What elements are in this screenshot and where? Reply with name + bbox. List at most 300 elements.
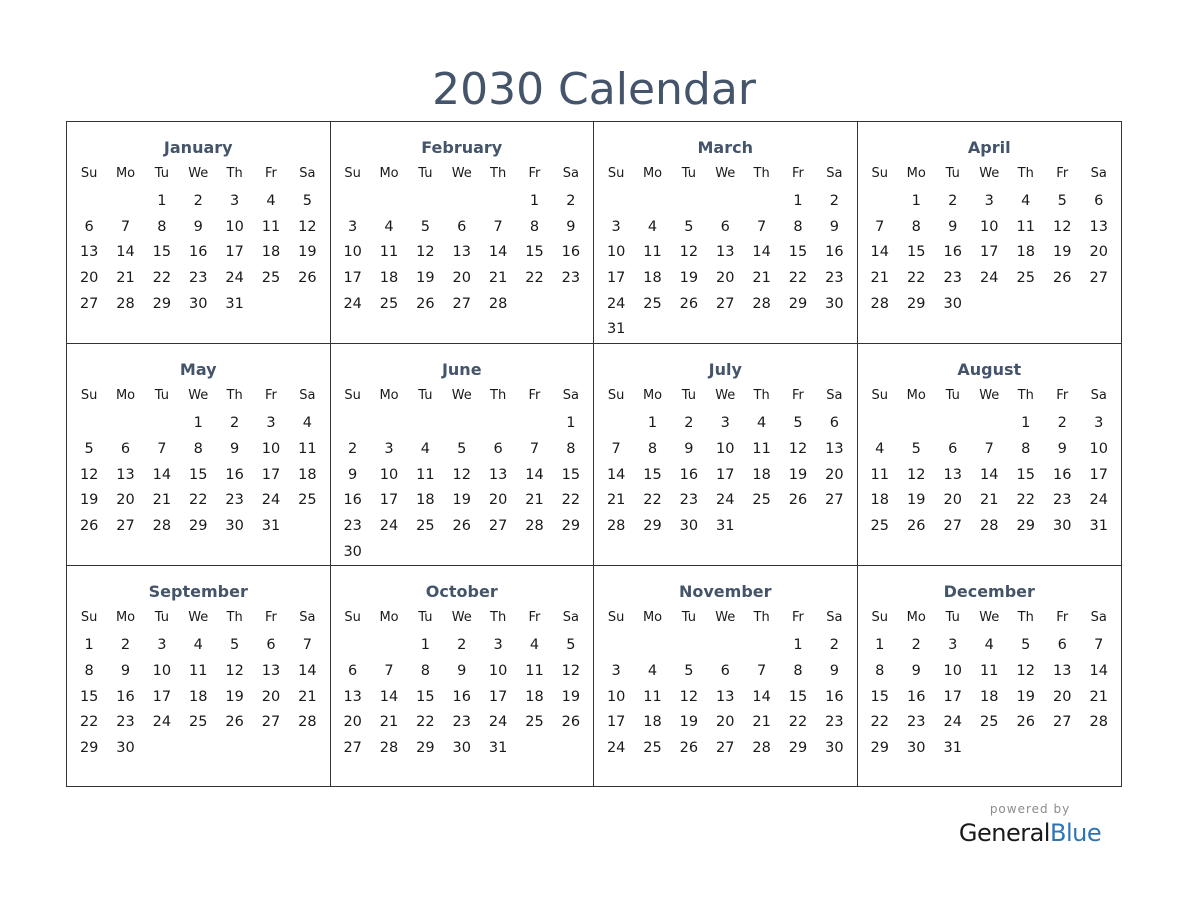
date-cell: 5: [911, 440, 921, 457]
weekday-label: Th: [753, 610, 770, 626]
empty-cell: [107, 189, 143, 215]
date-cell: 16: [679, 466, 699, 483]
date-cell: 5: [457, 440, 467, 457]
date-cell: 19: [452, 492, 471, 509]
date-cell: 22: [79, 714, 99, 731]
date-cell: 2: [566, 193, 576, 209]
empty-cell: [971, 411, 1008, 437]
weekday-label: We: [979, 166, 1000, 181]
date-cell: 19: [225, 688, 244, 705]
date-cell: 11: [379, 244, 399, 261]
date-cell: 13: [943, 466, 962, 483]
weekday-label: Fr: [792, 388, 804, 404]
date-cell: 9: [457, 662, 467, 679]
date-cell: 14: [525, 466, 544, 483]
date-cell: 3: [984, 193, 994, 209]
date-cell: 27: [261, 714, 281, 731]
date-cell: 15: [907, 244, 926, 261]
date-cell: 8: [875, 662, 885, 679]
date-cell: 11: [189, 662, 208, 679]
date-cell: 9: [948, 218, 958, 235]
month-november: [594, 566, 858, 786]
date-cell: 21: [980, 492, 999, 509]
empty-cell: [743, 189, 779, 215]
date-cell: 5: [684, 662, 694, 679]
date-cell: 9: [829, 662, 839, 679]
empty-cell: [707, 633, 743, 659]
empty-cell: [707, 189, 743, 215]
weekday-label: Th: [490, 610, 507, 626]
date-cell: 8: [157, 218, 167, 235]
weekday-header: [594, 383, 857, 409]
date-cell: 2: [911, 637, 921, 654]
weekday-label: Th: [1017, 166, 1034, 181]
date-cell: 30: [452, 740, 471, 756]
date-cell: 4: [193, 637, 203, 654]
empty-cell: [71, 411, 107, 437]
date-cell: 1: [911, 193, 921, 209]
date-cell: 8: [793, 218, 803, 235]
date-cell: 27: [943, 517, 962, 534]
date-cell: 5: [566, 637, 576, 654]
date-cell: 24: [379, 517, 399, 534]
weekday-label: Sa: [562, 388, 579, 404]
date-cell: 17: [225, 244, 244, 261]
date-cell: 5: [420, 218, 430, 235]
date-cell: 24: [152, 714, 172, 731]
date-cell: 14: [752, 244, 771, 261]
date-cell: 22: [189, 492, 208, 509]
date-cell: 21: [1089, 688, 1108, 705]
logo-blue: Blue: [1049, 819, 1102, 847]
weekday-header: [331, 605, 594, 631]
weekday-label: Su: [871, 166, 888, 181]
date-cell: 7: [756, 662, 767, 679]
month-name: January: [163, 138, 233, 157]
month-june: [331, 344, 595, 566]
weekday-label: Mo: [115, 610, 136, 626]
empty-cell: [335, 633, 371, 659]
empty-cell: [371, 411, 407, 437]
date-cell: 30: [943, 295, 962, 312]
weekday-label: Fr: [265, 166, 277, 181]
date-cell: 6: [829, 415, 839, 432]
date-cell: 25: [261, 270, 281, 287]
date-cell: 1: [193, 415, 203, 432]
date-cell: 26: [452, 517, 471, 534]
date-cell: 23: [679, 492, 699, 509]
date-cell: 30: [116, 740, 135, 756]
date-cell: 11: [643, 688, 662, 705]
date-cell: 28: [752, 740, 771, 756]
weekday-label: Th: [490, 166, 507, 181]
weekday-label: Fr: [528, 388, 541, 404]
date-cell: 18: [643, 714, 662, 731]
weekday-label: Su: [80, 166, 98, 181]
date-cell: 16: [452, 688, 471, 705]
weekday-label: Su: [80, 388, 98, 404]
date-cell: 18: [379, 270, 399, 287]
weekday-label: We: [715, 388, 736, 404]
month-april: [858, 122, 1122, 344]
date-cell: 7: [984, 440, 994, 457]
date-cell: 28: [152, 517, 172, 534]
date-cell: 8: [647, 440, 658, 457]
date-cell: 10: [225, 218, 244, 235]
date-cell: 21: [152, 492, 172, 509]
date-cell: 18: [1016, 244, 1035, 261]
weekday-label: Fr: [1056, 388, 1069, 404]
weekday-label: Fr: [528, 610, 541, 626]
date-cell: 23: [189, 270, 208, 287]
date-cell: 4: [302, 415, 312, 432]
date-cell: 7: [157, 440, 167, 457]
date-cell: 26: [907, 517, 926, 534]
date-cell: 4: [647, 662, 658, 679]
date-cell: 28: [870, 295, 889, 312]
date-cell: 23: [907, 714, 926, 731]
date-cell: 28: [1089, 714, 1108, 731]
date-cell: 25: [752, 492, 771, 509]
date-cell: 7: [875, 218, 885, 235]
date-cell: 17: [716, 466, 735, 483]
weekday-label: We: [188, 388, 209, 404]
date-grid: [858, 631, 1122, 761]
month-september: [67, 566, 331, 786]
date-cell: 28: [525, 517, 544, 534]
date-cell: 4: [266, 193, 276, 209]
weekday-header: [858, 383, 1122, 409]
weekday-label: Sa: [299, 610, 316, 626]
date-cell: 12: [788, 440, 808, 457]
empty-cell: [335, 411, 371, 437]
date-cell: 8: [529, 218, 540, 235]
date-cell: 12: [561, 662, 581, 679]
date-cell: 10: [980, 218, 999, 235]
date-cell: 22: [561, 492, 581, 509]
date-cell: 21: [298, 688, 317, 705]
page-title: 2030 Calendar: [432, 64, 756, 115]
date-cell: 13: [116, 466, 135, 483]
date-cell: 9: [229, 440, 240, 457]
month-name: July: [708, 360, 742, 380]
date-cell: 13: [1053, 662, 1072, 679]
date-cell: 19: [679, 270, 699, 287]
date-cell: 17: [488, 688, 508, 705]
date-cell: 4: [875, 440, 885, 457]
date-cell: 11: [752, 440, 771, 457]
date-cell: 21: [379, 714, 399, 731]
weekday-label: Su: [607, 166, 625, 181]
weekday-label: Tu: [681, 388, 696, 404]
date-cell: 17: [606, 714, 626, 731]
date-cell: 8: [1021, 440, 1031, 457]
weekday-label: We: [979, 610, 1000, 626]
date-cell: 27: [716, 740, 735, 756]
date-cell: 13: [79, 244, 99, 261]
date-cell: 20: [1089, 244, 1108, 261]
weekday-label: Sa: [826, 166, 843, 181]
empty-cell: [671, 633, 707, 659]
date-cell: 10: [261, 440, 281, 457]
date-cell: 23: [452, 714, 471, 731]
date-cell: 25: [643, 295, 662, 312]
date-cell: 30: [825, 295, 844, 312]
date-cell: 29: [1016, 517, 1035, 534]
date-cell: 31: [943, 740, 962, 756]
date-cell: 29: [189, 517, 208, 534]
weekday-header: [331, 383, 594, 409]
date-cell: 6: [720, 218, 730, 235]
date-cell: 9: [120, 662, 131, 679]
date-cell: 2: [948, 193, 958, 209]
date-cell: 24: [943, 714, 962, 731]
date-cell: 6: [84, 218, 94, 235]
date-cell: 30: [679, 517, 699, 534]
weekday-label: Th: [1017, 388, 1034, 404]
date-cell: 29: [788, 295, 808, 312]
date-grid: [67, 631, 330, 761]
date-cell: 22: [907, 270, 926, 287]
weekday-label: Mo: [379, 388, 399, 404]
date-cell: 3: [1094, 415, 1104, 432]
date-cell: 25: [870, 517, 889, 534]
date-cell: 17: [152, 688, 172, 705]
weekday-label: Fr: [1056, 166, 1069, 181]
empty-cell: [407, 411, 443, 437]
weekday-label: Fr: [265, 388, 277, 404]
date-cell: 2: [457, 637, 467, 654]
date-cell: 15: [416, 688, 435, 705]
date-cell: 1: [793, 637, 803, 654]
date-cell: 7: [384, 662, 394, 679]
empty-cell: [598, 633, 634, 659]
weekday-label: Mo: [906, 166, 926, 181]
date-cell: 8: [793, 662, 803, 679]
weekday-label: We: [451, 166, 472, 181]
date-cell: 7: [529, 440, 540, 457]
generalblue-logo[interactable]: [940, 818, 1120, 848]
date-cell: 26: [679, 740, 699, 756]
month-name: October: [425, 582, 498, 602]
month-name: November: [678, 582, 772, 602]
date-grid: [594, 409, 857, 539]
weekday-label: Fr: [1056, 610, 1069, 626]
date-cell: 12: [1053, 218, 1072, 235]
date-cell: 12: [907, 466, 926, 483]
date-cell: 4: [756, 415, 767, 432]
date-cell: 11: [525, 662, 544, 679]
weekday-label: Su: [871, 610, 888, 626]
date-cell: 9: [911, 662, 921, 679]
date-cell: 30: [825, 740, 844, 756]
empty-cell: [634, 633, 670, 659]
date-cell: 17: [606, 270, 626, 287]
date-cell: 20: [79, 270, 99, 287]
date-cell: 6: [493, 440, 503, 457]
empty-cell: [671, 189, 707, 215]
date-cell: 4: [529, 637, 540, 654]
date-cell: 2: [1057, 415, 1067, 432]
weekday-label: Sa: [1090, 610, 1107, 626]
empty-cell: [107, 411, 143, 437]
date-cell: 7: [1094, 637, 1104, 654]
date-cell: 6: [457, 218, 467, 235]
date-cell: 12: [679, 244, 699, 261]
date-cell: 27: [716, 295, 735, 312]
date-cell: 30: [907, 740, 926, 756]
empty-cell: [444, 189, 480, 215]
date-cell: 19: [561, 688, 581, 705]
weekday-label: Mo: [379, 166, 399, 181]
weekday-label: We: [451, 388, 472, 404]
date-cell: 20: [261, 688, 281, 705]
empty-cell: [371, 633, 407, 659]
date-grid: [858, 187, 1122, 317]
weekday-label: Su: [871, 388, 888, 404]
date-grid: [331, 409, 594, 565]
date-cell: 9: [684, 440, 694, 457]
date-cell: 22: [870, 714, 889, 731]
date-cell: 19: [1016, 688, 1035, 705]
weekday-header: [67, 605, 330, 631]
month-name: March: [697, 138, 753, 157]
weekday-label: Su: [607, 388, 625, 404]
date-cell: 26: [679, 295, 699, 312]
weekday-label: Th: [226, 610, 243, 626]
date-cell: 8: [420, 662, 430, 679]
date-cell: 15: [788, 688, 808, 705]
date-cell: 2: [829, 193, 839, 209]
weekday-header: [67, 161, 330, 187]
date-cell: 3: [229, 193, 240, 209]
date-cell: 28: [606, 517, 626, 534]
date-cell: 19: [1053, 244, 1072, 261]
date-cell: 30: [189, 295, 208, 312]
date-cell: 24: [606, 740, 626, 756]
date-cell: 24: [343, 295, 362, 312]
weekday-label: We: [979, 388, 1000, 404]
date-cell: 29: [870, 740, 889, 756]
date-cell: 8: [911, 218, 921, 235]
date-cell: 3: [611, 218, 621, 235]
date-cell: 14: [488, 244, 508, 261]
date-cell: 26: [225, 714, 244, 731]
date-cell: 13: [488, 466, 508, 483]
month-march: [594, 122, 858, 344]
weekday-label: Su: [344, 166, 361, 181]
date-cell: 18: [870, 492, 889, 509]
date-cell: 2: [229, 415, 240, 432]
date-grid: [331, 631, 594, 761]
date-cell: 21: [752, 270, 771, 287]
date-cell: 29: [152, 295, 172, 312]
date-cell: 5: [84, 440, 94, 457]
date-cell: 6: [266, 637, 276, 654]
date-cell: 16: [561, 244, 581, 261]
weekday-label: Mo: [642, 166, 663, 181]
date-cell: 20: [116, 492, 135, 509]
weekday-label: Tu: [418, 388, 433, 404]
weekday-label: Th: [226, 388, 243, 404]
date-cell: 2: [120, 637, 131, 654]
date-cell: 31: [1089, 517, 1108, 534]
date-cell: 25: [643, 740, 662, 756]
weekday-label: We: [451, 610, 472, 626]
date-grid: [594, 631, 857, 761]
date-cell: 15: [561, 466, 581, 483]
date-cell: 12: [225, 662, 244, 679]
date-cell: 26: [298, 270, 317, 287]
date-cell: 25: [980, 714, 999, 731]
date-cell: 9: [829, 218, 839, 235]
date-cell: 31: [606, 321, 626, 338]
date-cell: 25: [298, 492, 317, 509]
date-cell: 1: [1021, 415, 1031, 432]
date-cell: 27: [488, 517, 508, 534]
date-cell: 15: [189, 466, 208, 483]
weekday-label: Sa: [562, 166, 579, 181]
date-cell: 16: [116, 688, 135, 705]
date-cell: 20: [716, 714, 735, 731]
date-cell: 5: [1021, 637, 1031, 654]
weekday-label: Tu: [945, 166, 960, 181]
date-cell: 18: [416, 492, 435, 509]
date-cell: 10: [606, 244, 626, 261]
weekday-label: Sa: [1090, 166, 1107, 181]
date-cell: 18: [980, 688, 999, 705]
date-cell: 17: [943, 688, 962, 705]
weekday-label: Fr: [792, 166, 804, 181]
date-cell: 8: [193, 440, 203, 457]
date-grid: [67, 409, 330, 539]
weekday-label: Sa: [299, 166, 316, 181]
date-cell: 18: [189, 688, 208, 705]
date-cell: 24: [261, 492, 281, 509]
date-cell: 10: [379, 466, 399, 483]
weekday-label: Sa: [826, 610, 843, 626]
date-cell: 21: [870, 270, 889, 287]
weekday-label: Su: [80, 610, 98, 626]
month-february: [331, 122, 595, 344]
date-cell: 23: [225, 492, 244, 509]
date-cell: 15: [643, 466, 662, 483]
date-cell: 5: [793, 415, 803, 432]
date-cell: 10: [606, 688, 626, 705]
date-cell: 2: [684, 415, 694, 432]
date-cell: 22: [416, 714, 435, 731]
date-cell: 11: [643, 244, 662, 261]
month-august: [858, 344, 1122, 566]
date-cell: 24: [1089, 492, 1108, 509]
date-cell: 16: [907, 688, 926, 705]
month-name: September: [148, 582, 248, 602]
date-cell: 20: [452, 270, 471, 287]
weekday-label: Mo: [642, 388, 663, 404]
date-cell: 11: [1016, 218, 1035, 235]
date-cell: 11: [416, 466, 435, 483]
date-cell: 20: [716, 270, 735, 287]
date-cell: 27: [79, 295, 99, 312]
date-cell: 16: [343, 492, 362, 509]
weekday-label: Fr: [528, 166, 541, 181]
weekday-label: Sa: [1090, 388, 1107, 404]
date-cell: 8: [84, 662, 94, 679]
weekday-header: [594, 161, 857, 187]
empty-cell: [407, 189, 443, 215]
date-cell: 29: [79, 740, 99, 756]
date-cell: 15: [152, 244, 172, 261]
